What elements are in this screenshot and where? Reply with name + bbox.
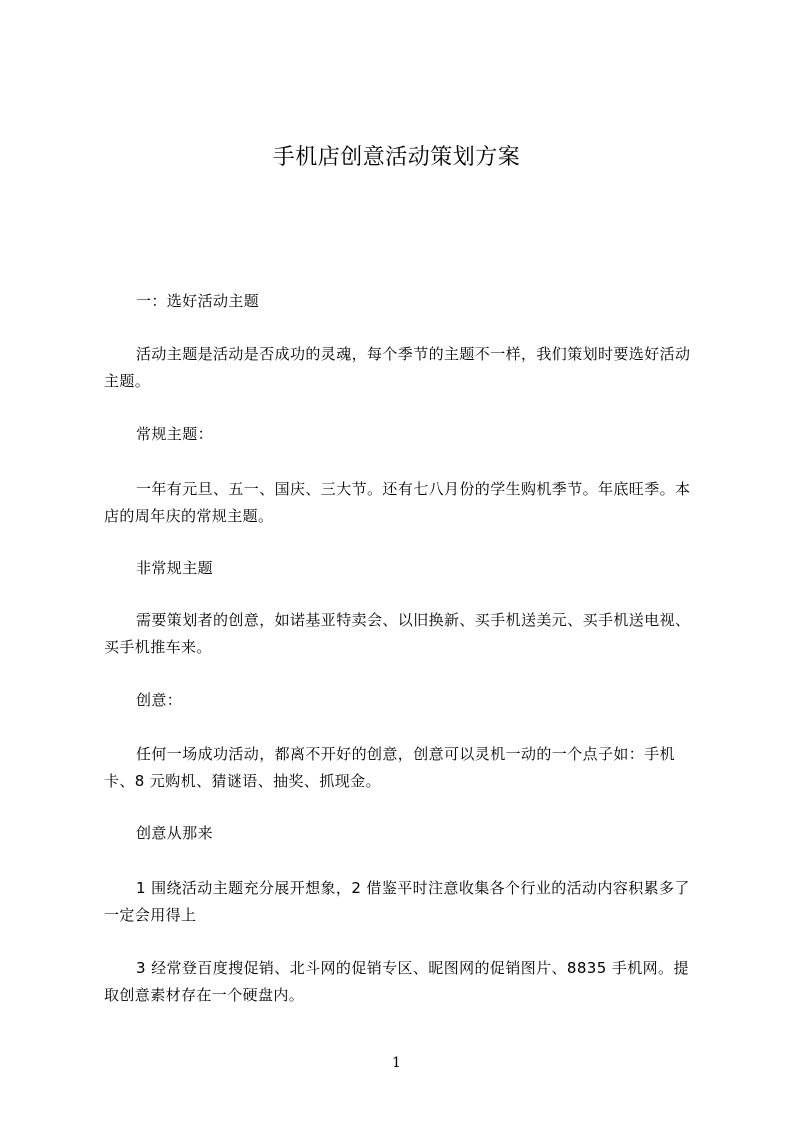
paragraph-creativity: 任何一场成功活动，都离不开好的创意，创意可以灵机一动的一个点子如：手机卡、8 元购机、猜谜语、抽奖、抓现金。 (104, 745, 676, 790)
paragraph-theme-intro: 活动主题是活动是否成功的灵魂，每个季节的主题不一样，我们策划时要选好活动主题。 (104, 345, 691, 390)
document-title: 手机店创意活动策划方案 (272, 145, 521, 170)
paragraph-creativity-source-1: 1 围绕活动主题充分展开想象，2 借鉴平时注意收集各个行业的活动内容积累多了一定会用得上 (104, 879, 690, 924)
paragraph-regular-theme: 一年有元旦、五一、国庆、三大节。还有七八月份的学生购机季节。年底旺季。本店的周年庆的常规主题。 (104, 480, 691, 525)
subheading-creativity: 创意： (136, 691, 183, 709)
subheading-irregular-theme: 非常规主题 (136, 559, 214, 577)
paragraph-creativity-source-2: 3 经常登百度搜促销、北斗网的促销专区、昵图网的促销图片、8835 手机网。提取创意素材存在一个硬盘内。 (104, 959, 689, 1004)
subheading-creativity-source: 创意从那来 (136, 824, 214, 842)
page-number: 1 (392, 1055, 401, 1071)
subheading-regular-theme: 常规主题： (136, 425, 214, 443)
section-heading-theme: 一：选好活动主题 (136, 292, 260, 310)
paragraph-irregular-theme: 需要策划者的创意，如诺基亚特卖会、以旧换新、买手机送美元、买手机送电视、买手机推车来。 (104, 611, 691, 656)
